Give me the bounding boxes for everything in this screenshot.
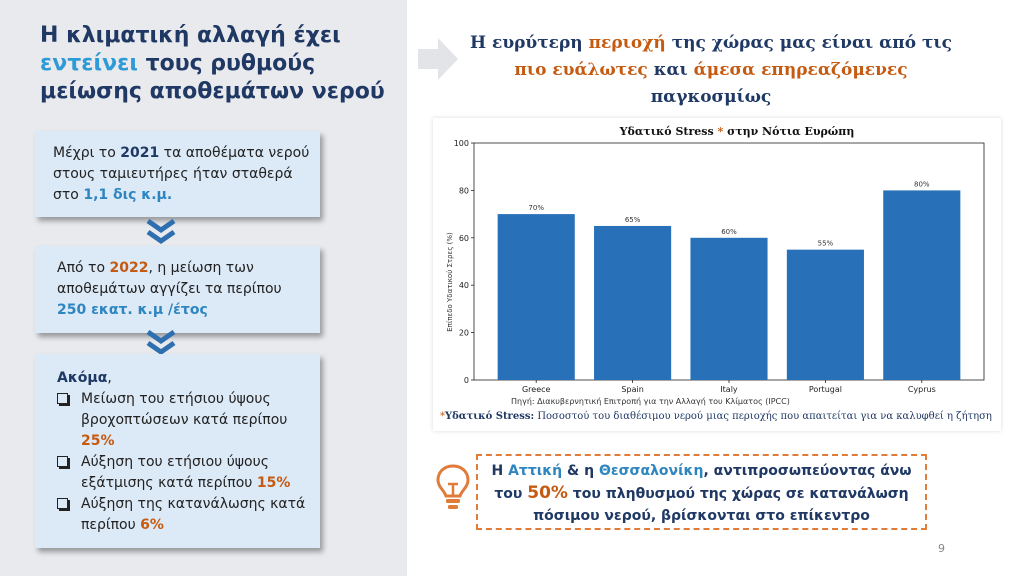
- chevron-down-icon: [145, 330, 177, 356]
- checkbox-icon: [57, 498, 68, 509]
- amount-2022: 250 εκατ. κ.μ /έτος: [57, 302, 208, 318]
- fact-box-2022: Από το 2022, η μείωση των αποθεμάτων αγγίζει τα περίπου 250 εκατ. κ.μ /έτος: [35, 246, 320, 333]
- water-stress-chart: [433, 118, 1001, 431]
- title-line-2: τους ρυθμούς: [137, 51, 316, 76]
- bar: [498, 214, 575, 380]
- bar-data-label: 55%: [817, 239, 834, 248]
- y-tick-label: 80: [458, 186, 469, 196]
- list-item: Αύξηση του ετήσιου ύψους εξάτμισης κατά περίπου 15%: [57, 452, 312, 494]
- x-tick-label: Portugal: [808, 385, 842, 394]
- page-title: [40, 22, 400, 106]
- bar-data-label: 60%: [721, 227, 737, 236]
- footnote: *Υδατικό Stress: Ποσοστού του διαθέσιμου νερού μιας περιοχής που απαιτείται για να καλυφθεί η ζήτηση: [440, 411, 992, 422]
- bar-data-label: 80%: [914, 180, 930, 189]
- fact-box-2021: Μέχρι το 2021 τα αποθέματα νερού στους ταμιευτήρες ήταν σταθερά στο 1,1 δις κ.μ.: [35, 131, 320, 217]
- x-tick-label: Italy: [720, 385, 738, 394]
- checkbox-icon: [57, 456, 68, 467]
- y-tick-label: 20: [458, 328, 469, 338]
- checkbox-icon: [57, 393, 68, 404]
- chart-panel: [433, 118, 1001, 431]
- x-tick-label: Cyprus: [907, 385, 936, 394]
- year-2022: 2022: [109, 260, 149, 276]
- arrow-right-icon: [418, 38, 458, 80]
- bar: [690, 238, 767, 380]
- list-item: Αύξηση της κατανάλωσης κατά περίπου 6%: [57, 494, 312, 536]
- title-line-1: Η κλιματική αλλαγή έχει: [40, 23, 341, 48]
- bar: [883, 190, 960, 380]
- more-heading: Ακόμα: [57, 370, 108, 386]
- chart-source: Πηγή: Διακυβερνητική Επιτροπή για την Αλλαγή του Κλίματος (IPCC): [511, 397, 790, 406]
- bar: [787, 250, 864, 380]
- list-item: Μείωση του ετήσιου ύψους βροχοπτώσεων κατά περίπου 25%: [57, 389, 312, 452]
- chart-title: Υδατικό Stress * στην Νότια Ευρώπη: [619, 125, 855, 138]
- y-axis-label: Επίπεδο Υδατικού Στρες (%): [446, 232, 454, 332]
- fact-box-more: Ακόμα, Μείωση του ετήσιου ύψους βροχοπτώσεων κατά περίπου 25% Αύξηση του ετήσιου ύψους εξάτμισης κατά περίπου 15% Αύξηση της κατανάλωσης κατά περίπου 6%: [35, 354, 320, 548]
- bar-data-label: 65%: [624, 215, 641, 224]
- bar: [594, 226, 671, 380]
- x-tick-label: Spain: [621, 385, 644, 394]
- bar-data-label: 70%: [528, 204, 544, 213]
- x-tick-label: Greece: [521, 385, 551, 394]
- page-number: 9: [938, 542, 945, 555]
- bullet-list: [57, 389, 312, 536]
- amount-2021: 1,1 δις κ.μ.: [83, 187, 173, 203]
- title-line-3: μείωσης αποθεμάτων νερού: [40, 79, 385, 104]
- y-tick-label: 60: [458, 233, 469, 243]
- y-tick-label: 100: [453, 139, 469, 148]
- title-highlight: εντείνει: [40, 51, 138, 76]
- y-tick-label: 0: [463, 376, 469, 385]
- y-tick-label: 40: [458, 281, 469, 291]
- chevron-down-icon: [145, 219, 177, 245]
- year-2021: 2021: [120, 145, 160, 161]
- lightbulb-icon: [434, 462, 472, 512]
- callout-box: Η Αττική & η Θεσσαλονίκη, αντιπροσωπεύοντας άνω του 50% του πληθυσμού της χώρας σε κατανάλωση πόσιμου νερού, βρίσκονται στο επίκεντρο: [476, 454, 927, 530]
- headline: Η ευρύτερη περιοχή της χώρας μας είναι από τις πιο ευάλωτες και άμεσα επηρεαζόμενες παγκοσμίως: [470, 33, 952, 107]
